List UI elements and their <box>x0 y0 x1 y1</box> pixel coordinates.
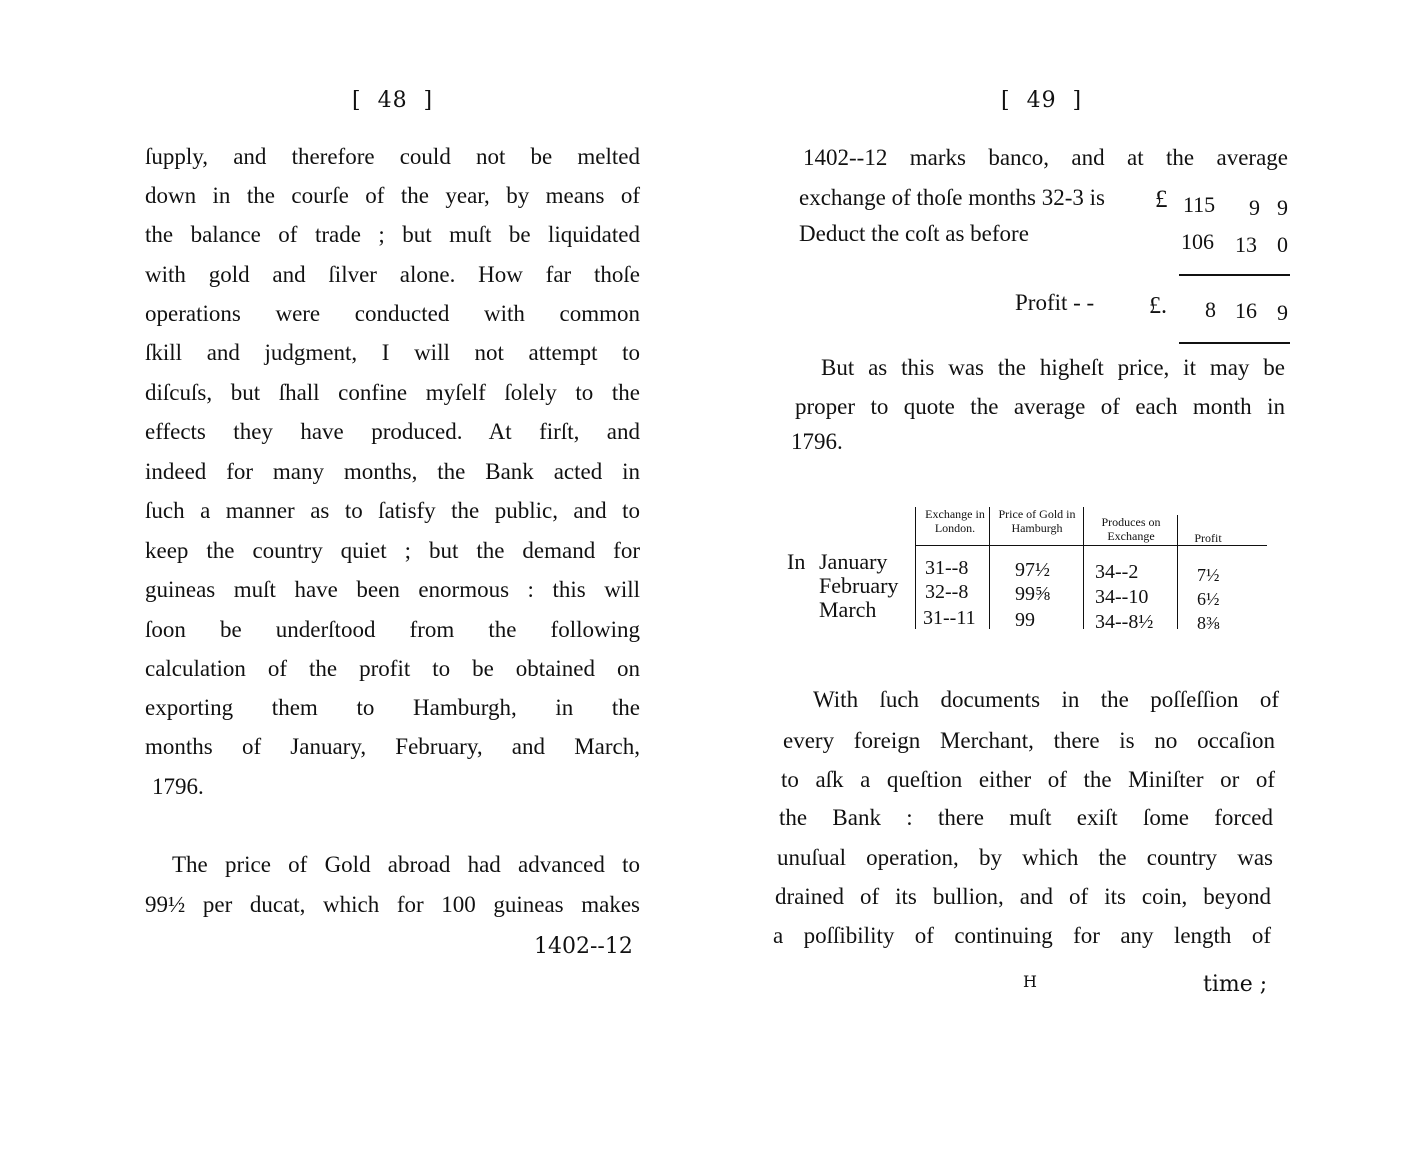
text-line: the Bank : there muſt exiſt ſome forced <box>779 805 1273 830</box>
text-line: drained of its bullion, and of its coin, beyond <box>775 884 1271 909</box>
text-line: to aſk a queſtion either of the Miniſter or of <box>781 767 1275 792</box>
exchange-table <box>787 507 1277 637</box>
text-line: 1796. <box>152 774 204 799</box>
text-line: With ſuch documents in the poſſeſſion of <box>813 687 1279 712</box>
signature-mark: H <box>1023 972 1037 991</box>
text-line: The price of Gold abroad had advanced to <box>172 852 640 877</box>
profit-cell: 8⅜ <box>1197 613 1220 633</box>
page-number-header: [ 48 ] <box>352 88 434 113</box>
amount-pence: 9 <box>1277 300 1288 325</box>
produces-cell: 34--10 <box>1095 586 1149 608</box>
text-line: indeed for many months, the Bank acted in <box>145 459 640 484</box>
text-line: ſuch a manner as to ſatisfy the public, and to <box>145 498 640 523</box>
amount-shillings: 9 <box>1249 195 1260 220</box>
produces-cell: 34--2 <box>1095 561 1139 583</box>
text-line: ſupply, and therefore could not be melted <box>145 144 640 169</box>
row-month: February <box>819 573 899 598</box>
text-line: But as this was the higheſt price, it may be <box>821 355 1285 380</box>
amount-pounds: 8 <box>1205 297 1216 322</box>
catchword: time ; <box>1203 972 1268 997</box>
text-line: calculation of the profit to be obtained on <box>145 656 640 681</box>
amount-pounds: 115 <box>1183 192 1216 217</box>
sum-rule <box>1179 274 1290 276</box>
text-line: Deduct the coſt as before <box>799 221 1029 246</box>
text-line: 99½ per ducat, which for 100 guineas makes <box>145 892 640 917</box>
column-divider <box>1083 507 1084 629</box>
text-line: with gold and ſilver alone. How far thoſe <box>145 262 640 287</box>
text-line: a poſſibility of continuing for any length of <box>773 923 1271 948</box>
text-line: guineas muſt have been enormous : this will <box>145 577 640 602</box>
right-page <box>709 0 1419 1161</box>
row-month: March <box>819 597 877 622</box>
amount-pounds: 106 <box>1181 229 1214 254</box>
page-number-header: [ 49 ] <box>1001 88 1083 113</box>
header-rule <box>915 545 1267 546</box>
text-line: ſoon be underſtood from the following <box>145 617 640 642</box>
text-line: diſcuſs, but ſhall confine myſelf ſolely to the <box>145 380 640 405</box>
column-header: Produces on Exchange <box>1101 515 1161 543</box>
amount-shillings: 16 <box>1235 298 1257 323</box>
gold-price-cell: 97½ <box>1015 559 1050 581</box>
profit-label: Profit - - <box>1015 290 1095 315</box>
column-header: Profit <box>1194 531 1222 545</box>
text-line: the balance of trade ; but muſt be liquidated <box>145 222 640 247</box>
pound-sign: £ <box>1155 186 1168 213</box>
text-line: every foreign Merchant, there is no occaſion <box>783 728 1275 753</box>
left-page <box>0 0 709 1161</box>
exchange-cell: 32--8 <box>925 581 969 603</box>
sum-rule <box>1179 342 1290 344</box>
text-line: months of January, February, and March, <box>145 734 640 759</box>
text-line: exchange of thoſe months 32-3 is <box>799 185 1105 210</box>
amount-pence: 0 <box>1277 232 1288 257</box>
text-line: 1402--12 marks banco, and at the average <box>803 145 1288 170</box>
text-line: unuſual operation, by which the country was <box>777 845 1273 870</box>
text-line: exporting them to Hamburgh, in the <box>145 695 640 720</box>
text-line: effects they have produced. At firſt, and <box>145 419 640 444</box>
text-line: ſkill and judgment, I will not attempt to <box>145 340 640 365</box>
column-divider <box>1177 515 1178 629</box>
row-month: January <box>819 549 888 574</box>
amount-shillings: 13 <box>1235 232 1257 257</box>
text-line: keep the country quiet ; but the demand for <box>145 538 640 563</box>
column-header: Price of Gold in Hamburgh <box>998 507 1076 535</box>
amount-pence: 9 <box>1277 195 1288 220</box>
exchange-cell: 31--11 <box>923 607 976 629</box>
column-divider <box>989 507 990 629</box>
text-line: 1796. <box>791 429 843 454</box>
row-prefix: In <box>787 549 806 574</box>
profit-cell: 7½ <box>1197 565 1220 585</box>
text-line: operations were conducted with common <box>145 301 640 326</box>
column-header: Exchange in London. <box>925 507 985 535</box>
column-divider <box>915 507 916 629</box>
gold-price-cell: 99⅝ <box>1015 583 1050 605</box>
pound-sign: £. <box>1149 293 1167 319</box>
catchword: 1402--12 <box>534 934 633 959</box>
text-line: proper to quote the average of each month in <box>795 394 1285 419</box>
gold-price-cell: 99 <box>1015 609 1035 631</box>
text-line: down in the courſe of the year, by means of <box>145 183 640 208</box>
profit-cell: 6½ <box>1197 589 1220 609</box>
exchange-cell: 31--8 <box>925 557 969 579</box>
produces-cell: 34--8½ <box>1095 611 1154 633</box>
